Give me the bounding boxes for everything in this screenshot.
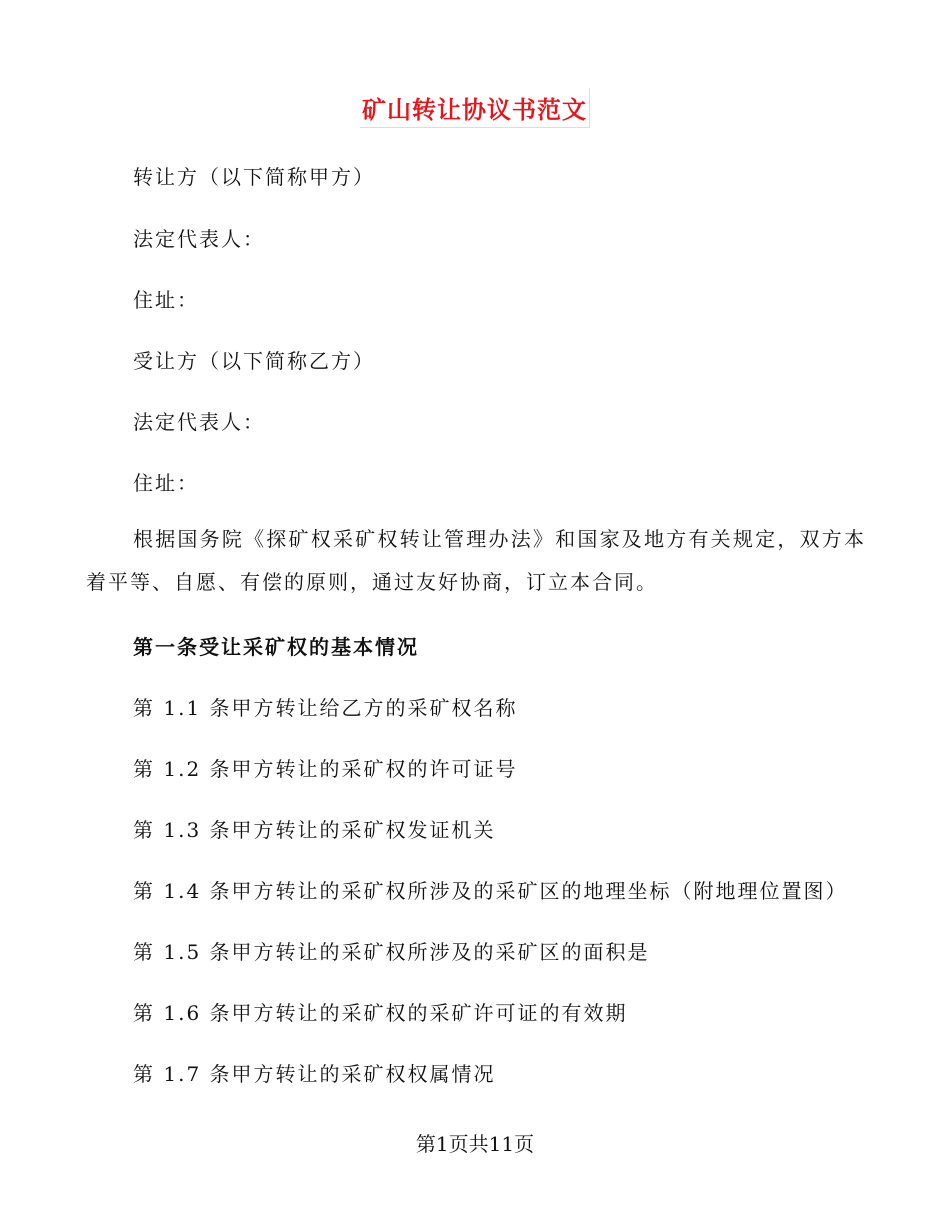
document-title: [0, 88, 950, 128]
party-b-representative-line: 法定代表人：: [133, 410, 265, 434]
clause-1-4: 第 1.4 条甲方转让的采矿权所涉及的采矿区的地理坐标（附地理位置图）: [133, 879, 848, 903]
party-a-line: 转让方（以下简称甲方）: [133, 165, 375, 189]
clause-1-3: 第 1.3 条甲方转让的采矿权发证机关: [133, 818, 496, 842]
clause-1-5: 第 1.5 条甲方转让的采矿权所涉及的采矿区的面积是: [133, 940, 650, 964]
clause-1-6: 第 1.6 条甲方转让的采矿权的采矿许可证的有效期: [133, 1001, 628, 1025]
clause-1-1: 第 1.1 条甲方转让给乙方的采矿权名称: [133, 696, 518, 720]
party-b-line: 受让方（以下简称乙方）: [133, 349, 375, 373]
document-title-text: 矿山转让协议书范文: [360, 88, 590, 128]
preamble-paragraph: 根据国务院《探矿权采矿权转让管理办法》和国家及地方有关规定，双方本着平等、自愿、有偿的原则，通过友好协商，订立本合同。: [86, 527, 866, 594]
page-number-footer: 第1页共11页: [415, 1132, 535, 1156]
clause-1-7: 第 1.7 条甲方转让的采矿权权属情况: [133, 1062, 496, 1086]
article-1-heading: 第一条受让采矿权的基本情况: [133, 635, 419, 659]
party-a-representative-line: 法定代表人：: [133, 227, 265, 251]
party-b-address-line: 住址：: [133, 471, 199, 495]
clause-1-2: 第 1.2 条甲方转让的采矿权的许可证号: [133, 757, 518, 781]
party-a-address-line: 住址：: [133, 288, 199, 312]
